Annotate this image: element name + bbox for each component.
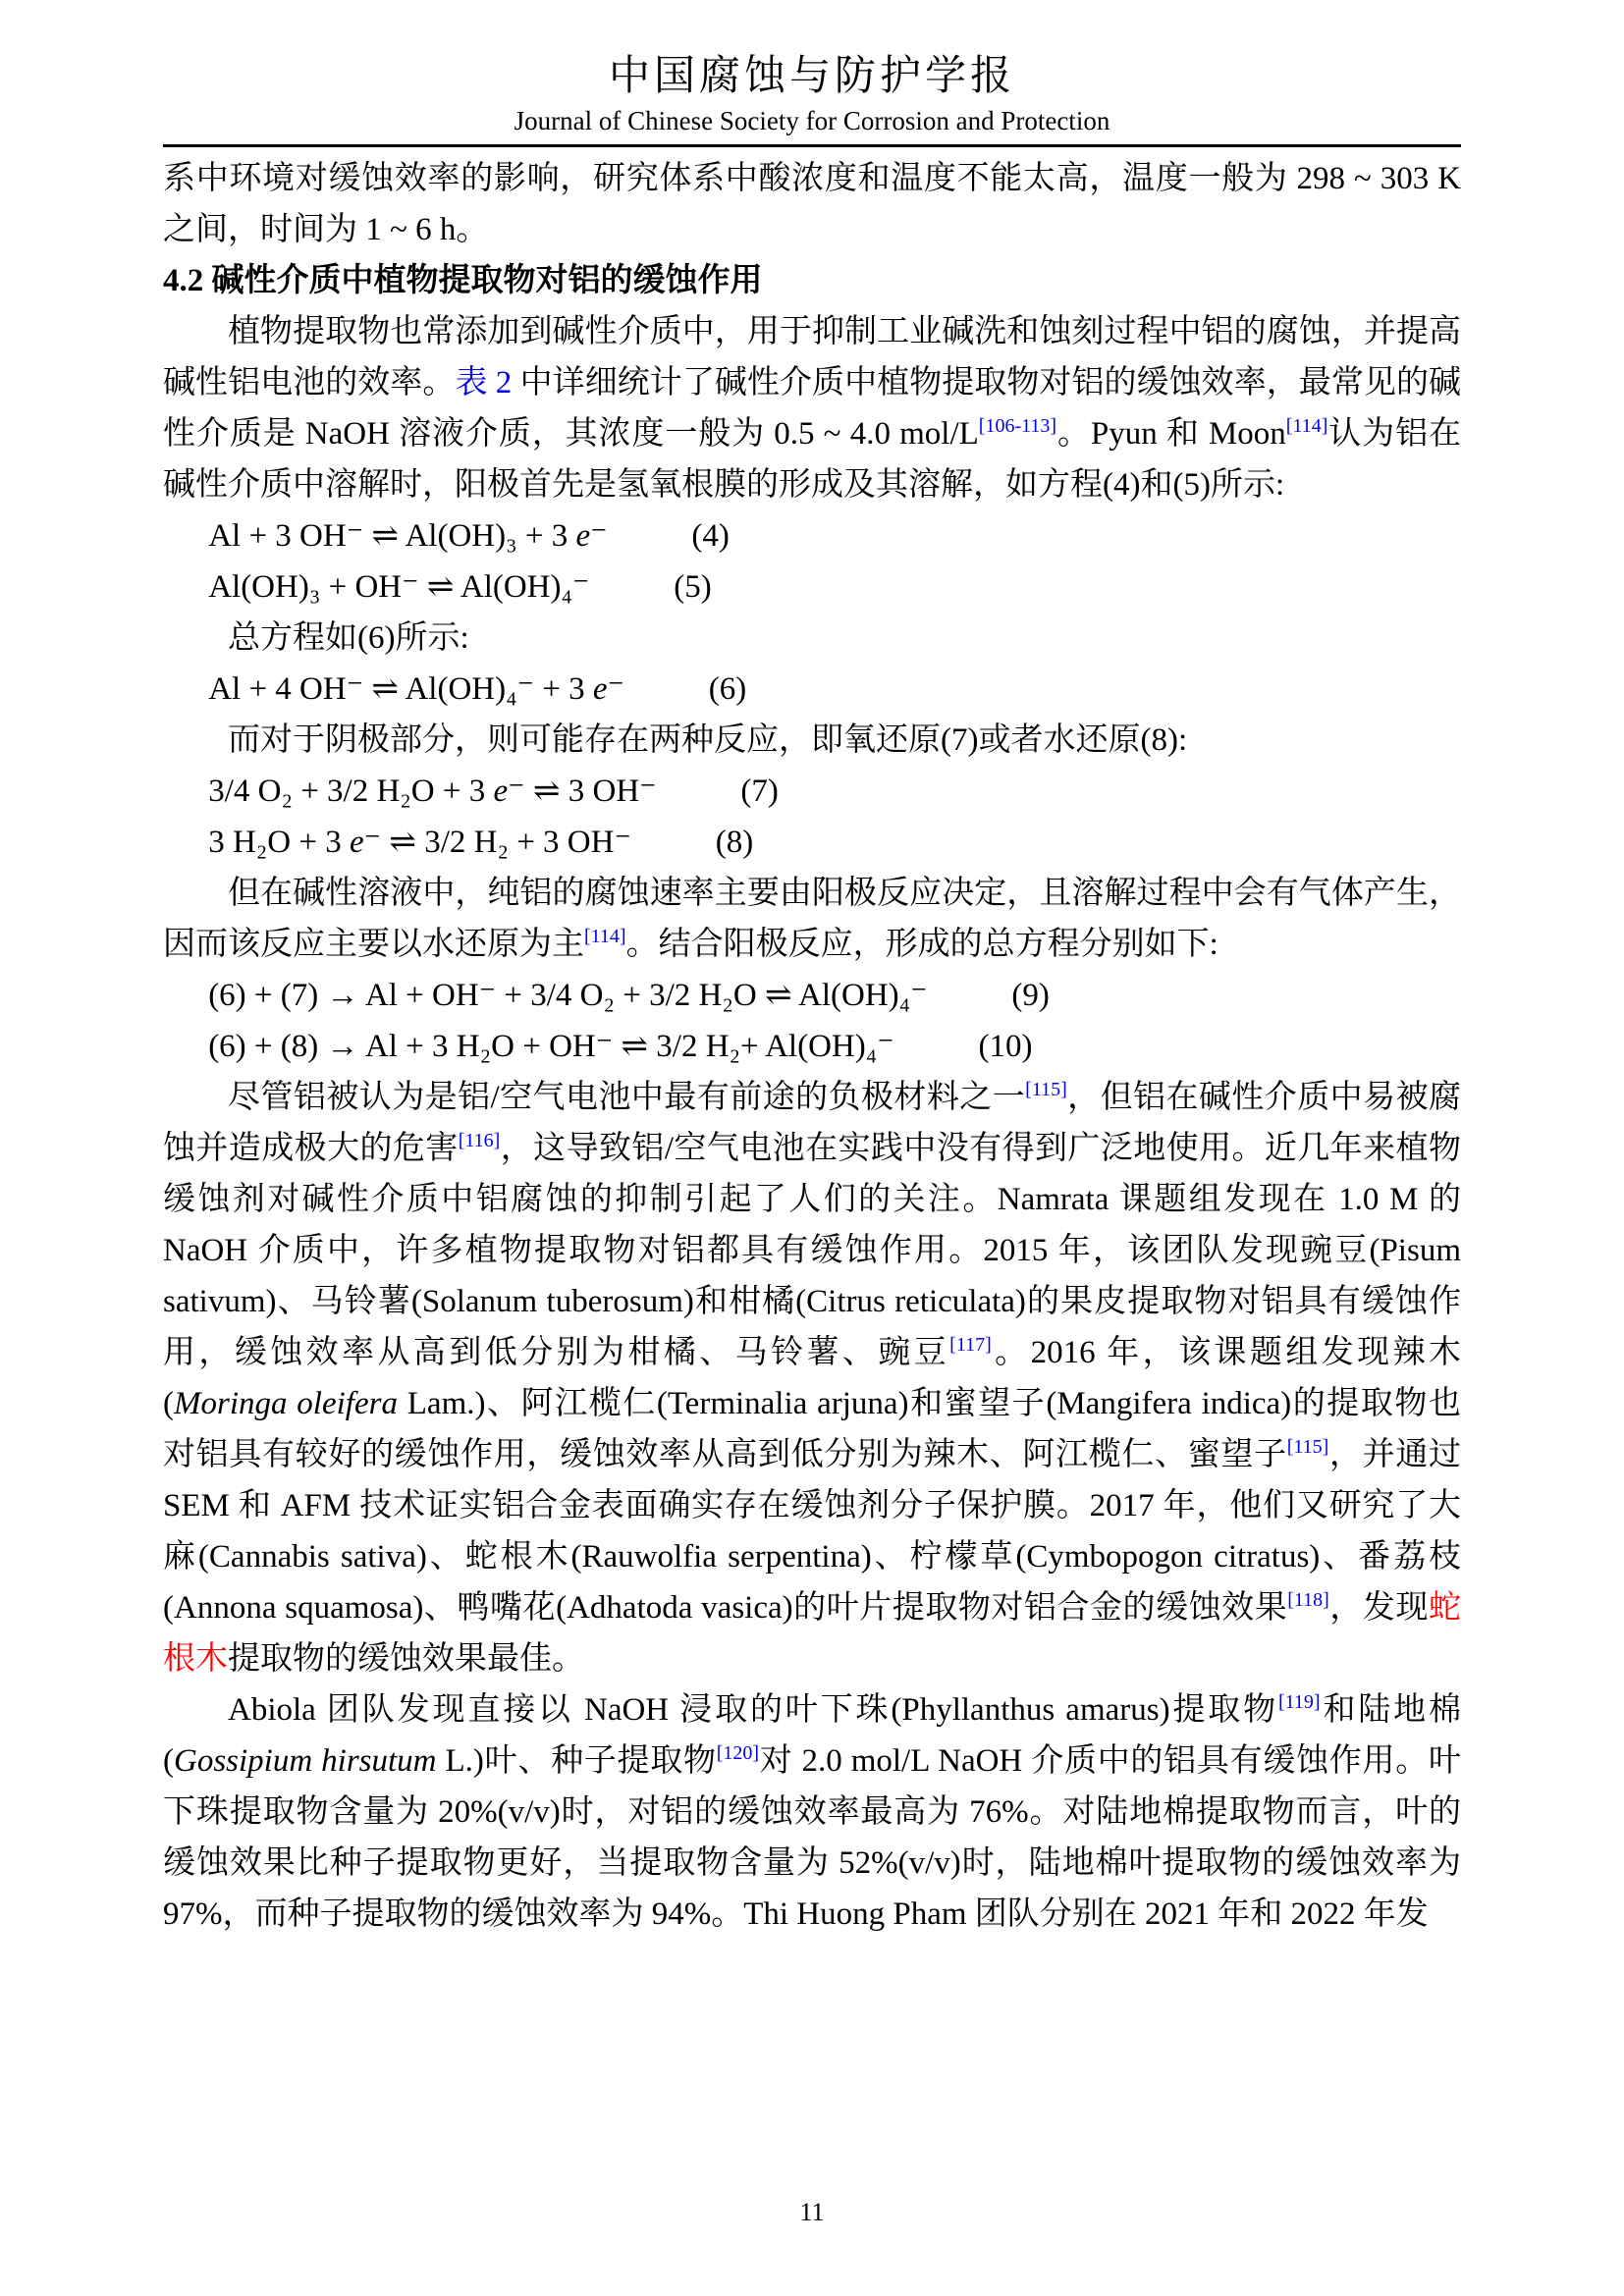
text-run: ⁻ ⇌ 3 OH⁻ [508,773,657,809]
equation-line-5 [163,561,1461,613]
reference-citation: [115] [1286,1435,1329,1458]
journal-title-english: Journal of Chinese Society for Corrosion and Protection [514,105,1110,135]
journal-header [163,51,1461,147]
text-run: 尽管铝被认为是铝/空气电池中最有前途的负极材料之一 [228,1079,1026,1115]
equation-number: (4) [691,517,730,554]
text-run: ，并通过 SEM 和 AFM 技术证实铝合金表面确实存在缓蚀剂分子保护膜。2017 年，他们又研究了大麻(Cannabis sativa)、蛇根木(Rauwolfia serpentina)、柠檬草(Cymbopogon citratus)、番荔枝(Annona squamosa)、鸭嘴花(Adhatoda vasica)的叶片提取物对铝合金的缓蚀效果 [163,1436,1462,1626]
equation-number: (7) [740,773,779,809]
equation-number: (6) [708,670,747,707]
paragraph [163,868,1461,970]
text-run: 系中环境对缓蚀效率的影响，研究体系中酸浓度和温度不能太高，温度一般为 298 ~ 303 K 之间，时间为 1 ~ 6 h。 [163,160,1461,247]
italic-text: e [493,773,509,809]
text-run: Al + 4 OH⁻ ⇌ Al(OH)₄⁻ + 3 [208,670,593,707]
text-run: 。Pyun 和 Moon [1056,415,1286,452]
reference-citation: [120] [716,1741,760,1764]
paragraph [163,1684,1461,1940]
text-run: 但在碱性溶液中，纯铝的腐蚀速率主要由阳极反应决定，且溶解过程中会有气体产生，因而该反应主要以水还原为主 [163,875,1461,962]
text-run: 3 H₂O + 3 [208,824,350,860]
paragraph [163,715,1461,766]
paragraph [163,306,1461,510]
text-run: 认为铝在碱性介质中溶解时，阳极首先是氢氧根膜的形成及其溶解，如方程(4)和(5)所示: [163,415,1461,503]
text-run: 对 2.0 mol/L NaOH 介质中的铝具有缓蚀作用。叶下珠提取物含量为 20%(v/v)时，对铝的缓蚀效率最高为 76%。对陆地棉提取物而言，叶的缓蚀效果比种子提取物更好，当提取物含量为 52%(v/v)时，陆地棉叶提取物的缓蚀效率为 97%，而种子提取物的缓蚀效率为 94%。Thi Huong Pham 团队分别在 2021 年和 2022 年发 [163,1742,1461,1932]
equation-number: (9) [1011,977,1050,1013]
reference-citation: [117] [949,1333,992,1356]
paragraph-continuation [163,153,1461,255]
equation-number: (5) [674,568,712,605]
text-run: Abiola 团队发现直接以 NaOH 浸取的叶下珠(Phyllanthus amarus)提取物 [228,1691,1279,1728]
italic-text: Moringa oleifera [174,1385,398,1421]
text-run: ⁻ [590,517,608,554]
text-run: (6) + (7) → Al + OH⁻ + 3/4 O₂ + 3/2 H₂O ⇌ Al(OH)₄⁻ [208,977,928,1013]
reference-citation: [114] [1285,414,1328,437]
text-run: ，发现 [1328,1589,1430,1626]
equation-line-6 [163,664,1461,715]
text-run: 3/4 O₂ + 3/2 H₂O + 3 [208,773,494,809]
text-run: 。结合阳极反应，形成的总方程分别如下: [625,926,1218,962]
text-run: ，这导致铝/空气电池在实践中没有得到广泛地使用。近几年来植物缓蚀剂对碱性介质中铝腐蚀的抑制引起了人们的关注。Namrata 课题组发现在 1.0 M 的 NaOH 介质中，许多植物提取物对铝都具有缓蚀作用。2015 年，该团队发现豌豆(Pisum sativum)、马铃薯(Solanum tuberosum)和柑橘(Citrus reticulata)的果皮提取物对铝具有缓蚀作用，缓蚀效率从高到低分别为柑橘、马铃薯、豌豆 [163,1130,1461,1370]
equation-number: (8) [715,824,754,860]
page-number: 11 [799,2198,825,2226]
italic-text: e [575,517,591,554]
equation-line-10 [163,1021,1461,1072]
text-run: ⁻ ⇌ 3/2 H₂ + 3 OH⁻ [363,824,631,860]
text-run: L.)叶、种子提取物 [436,1742,717,1779]
equation-line-4 [163,510,1461,561]
equation-body [208,978,927,1013]
equation-body [208,569,589,605]
equation-line-9 [163,970,1461,1021]
text-run: Al + 3 OH⁻ ⇌ Al(OH)₃ + 3 [208,517,576,554]
paragraph [163,613,1461,664]
reference-citation: [114] [584,925,626,947]
italic-text: e [349,824,364,860]
text-run: ⁻ [607,670,624,707]
text-run: 植物提取物也常添加到碱性介质中，用于抑制工业碱洗和蚀刻过程中铝的腐蚀，并提高碱性铝电池的效率。 [163,313,1461,400]
equation-body [208,671,624,707]
reference-citation: [106-113] [978,414,1057,437]
italic-text: e [592,670,608,707]
paragraph [163,1072,1461,1684]
reference-citation: [115] [1025,1078,1067,1100]
text-run: 总方程如(6)所示: [228,619,469,656]
reference-citation: [116] [458,1129,501,1151]
equation-body [208,825,631,860]
text-run: 而对于阴极部分，则可能存在两种反应，即氧还原(7)或者水还原(8): [228,721,1188,758]
equation-line-8 [163,817,1461,868]
equation-body [208,1029,893,1064]
equation-body [208,774,656,809]
reference-citation: [118] [1287,1588,1329,1611]
text-run: 。2016 年，该课题组发现辣木( [163,1334,1462,1421]
article-body [163,153,1461,1940]
red-text: 蛇根木 [163,1589,1462,1677]
section-heading-4-2: 4.2 碱性介质中植物提取物对铝的缓蚀作用 [163,262,763,298]
equation-line-7 [163,766,1461,817]
blue-text: 表 2 [455,364,513,400]
equation-number: (10) [978,1028,1033,1064]
text-run: 提取物的缓蚀效果最佳。 [228,1640,584,1677]
reference-citation: [119] [1278,1690,1321,1713]
text-run: 中详细统计了碱性介质中植物提取物对铝的缓蚀效率，最常见的碱性介质是 NaOH 溶液介质，其浓度一般为 0.5 ~ 4.0 mol/L [163,364,1462,452]
header-divider [163,144,1461,147]
equation-body [208,518,607,554]
text-run: Al(OH)₃ + OH⁻ ⇌ Al(OH)₄⁻ [208,568,590,605]
text-run: Lam.)、阿江榄仁(Terminalia arjuna)和蜜望子(Mangifera indica)的提取物也对铝具有较好的缓蚀作用，缓蚀效率从高到低分别为辣木、阿江榄仁、蜜望子 [163,1385,1461,1472]
text-run: (6) + (8) → Al + 3 H₂O + OH⁻ ⇌ 3/2 H₂+ Al(OH)₄⁻ [208,1028,894,1064]
italic-text: Gossipium hirsutum [174,1742,437,1779]
journal-title-chinese: 中国腐蚀与防护学报 [608,54,1015,99]
text-run: ，但铝在碱性介质中易被腐蚀并造成极大的危害 [163,1079,1462,1166]
text-run: 和陆地棉( [163,1691,1462,1779]
